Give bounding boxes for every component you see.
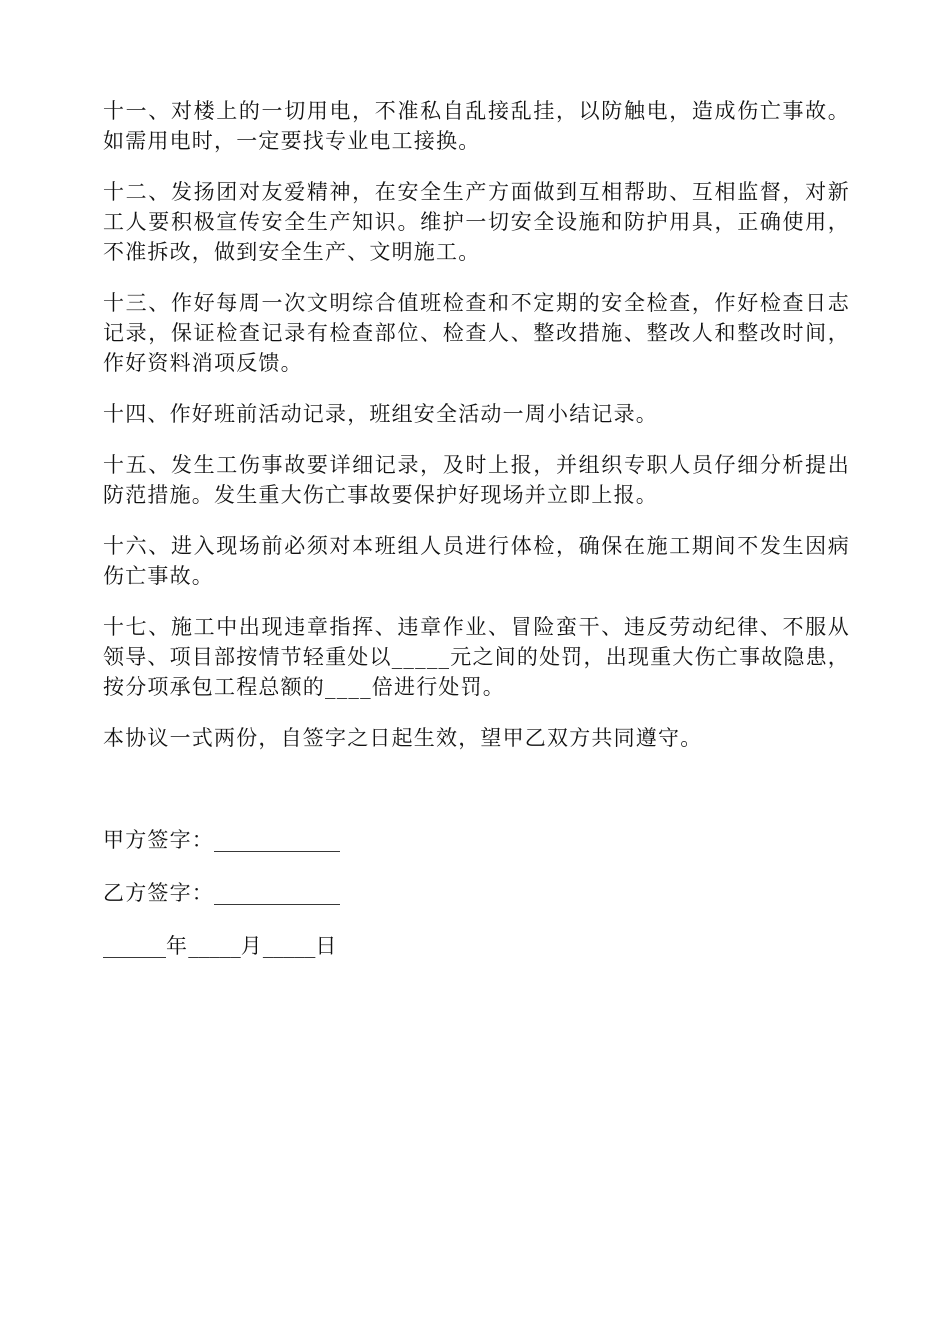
clause-16: 十六、进入现场前必须对本班组人员进行体检，确保在施工期间不发生因病伤亡事故。 [103, 534, 850, 588]
day-label: 日 [315, 934, 338, 958]
party-a-signature-blank: ____________ [214, 828, 340, 852]
party-b-signature-blank: ____________ [214, 881, 340, 905]
clause-15: 十五、发生工伤事故要详细记录，及时上报，并组织专职人员仔细分析提出防范措施。发生重大伤亡事故要保护好现场并立即上报。 [103, 453, 850, 507]
clause-11: 十一、对楼上的一切用电，不准私自乱接乱挂，以防触电，造成伤亡事故。如需用电时，一定要找专业电工接换。 [103, 99, 850, 153]
party-b-signature [103, 878, 850, 908]
clause-12: 十二、发扬团对友爱精神，在安全生产方面做到互相帮助、互相监督，对新工人要积极宣传安全生产知识。维护一切安全设施和防护用具，正确使用，不准拆改，做到安全生产、文明施工。 [103, 180, 850, 264]
party-a-label: 甲方签字： [103, 828, 214, 852]
party-a-signature [103, 825, 850, 855]
month-blank: _____ [188, 934, 241, 958]
party-b-label: 乙方签字： [103, 881, 214, 905]
day-blank: _____ [262, 934, 316, 958]
clause-13: 十三、作好每周一次文明综合值班检查和不定期的安全检查，作好检查日志记录，保证检查记录有检查部位、检查人、整改措施、整改人和整改时间，作好资料消项反馈。 [103, 291, 850, 375]
year-blank: ______ [103, 934, 166, 958]
document-page [103, 96, 850, 984]
year-label: 年 [166, 934, 189, 958]
clause-14: 十四、作好班前活动记录，班组安全活动一周小结记录。 [103, 402, 658, 426]
closing-statement: 本协议一式两份，自签字之日起生效，望甲乙双方共同遵守。 [103, 726, 703, 750]
date-line [103, 931, 850, 961]
clause-17: 十七、施工中出现违章指挥、违章作业、冒险蛮干、违反劳动纪律、不服从领导、项目部按情节轻重处以_____元之间的处罚，出现重大伤亡事故隐患，按分项承包工程总额的____倍进行处罚。 [103, 615, 850, 699]
month-label: 月 [240, 934, 263, 958]
